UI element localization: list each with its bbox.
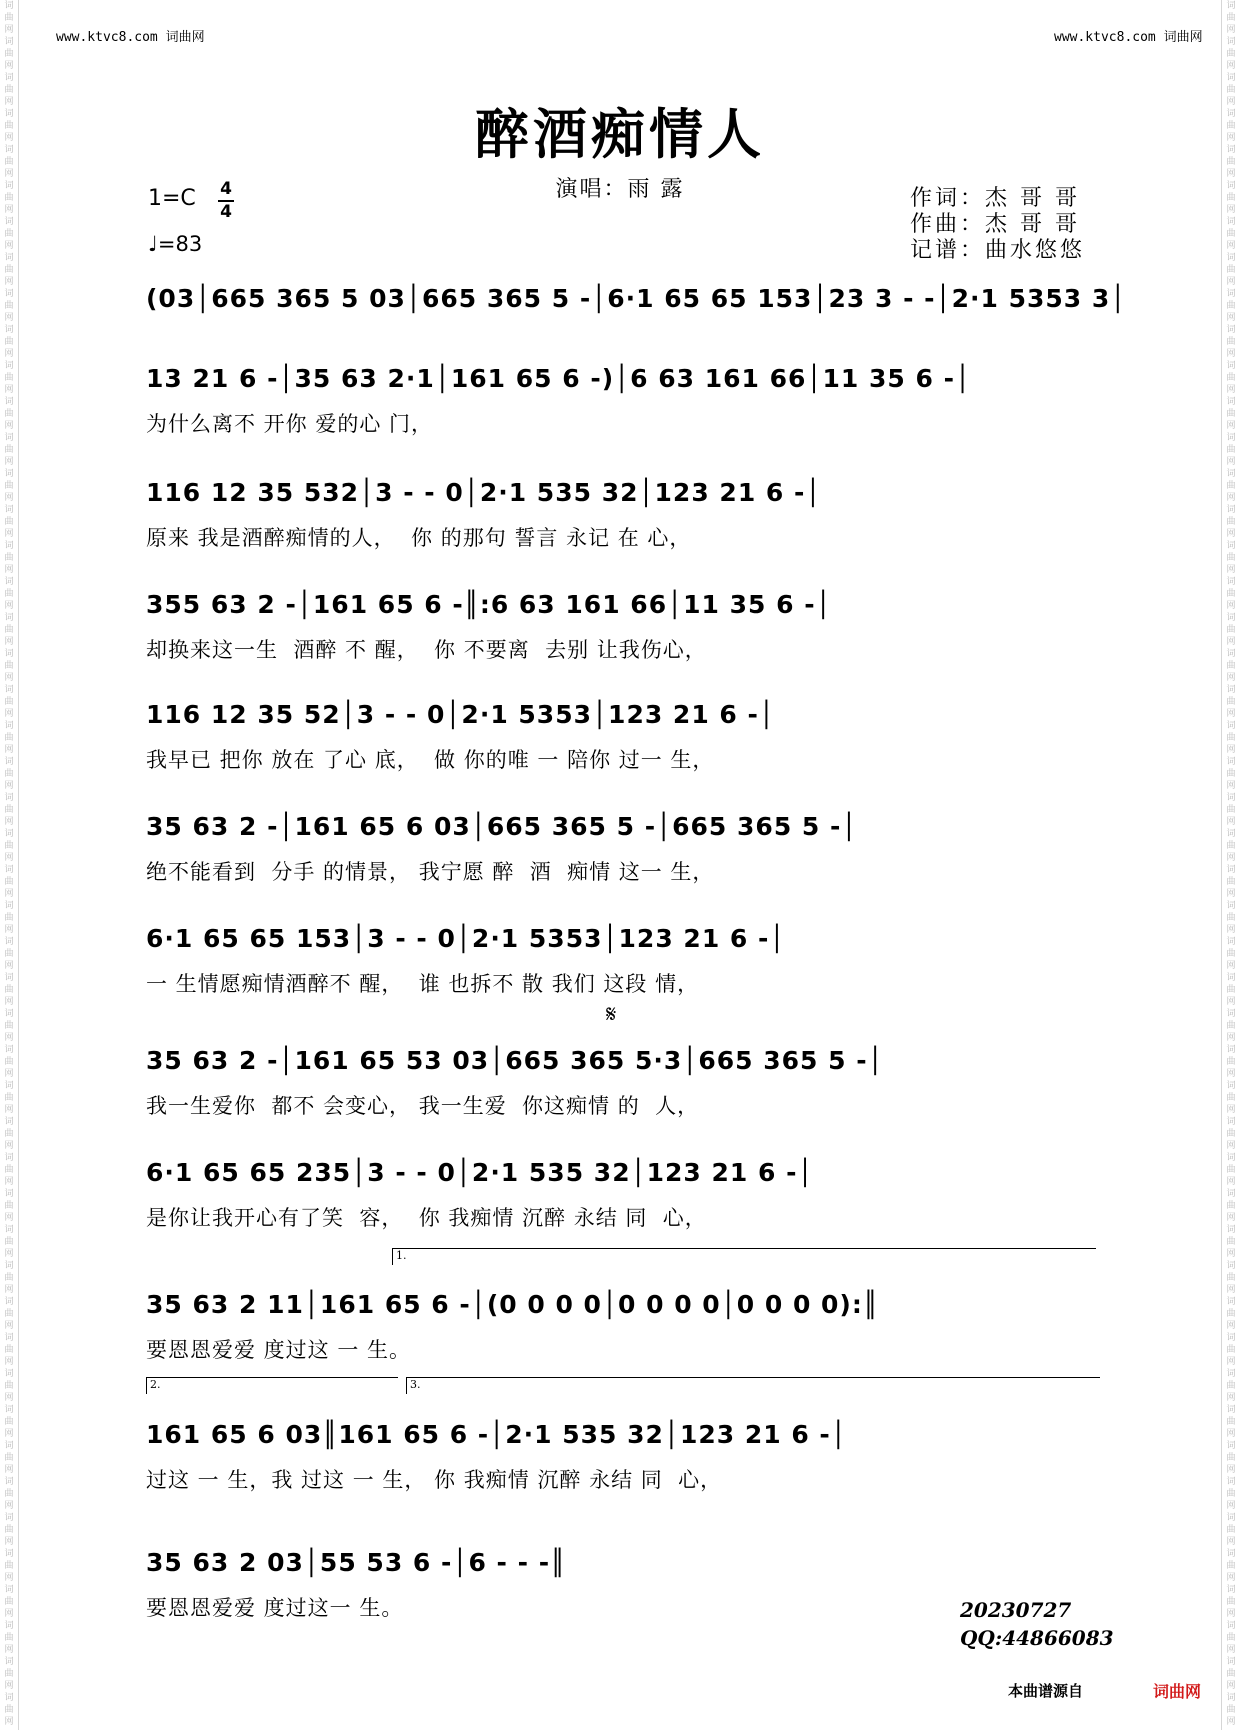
score-row [146, 1158, 1101, 1254]
notation-line: 116 12 35 532│3 - - 0│2·1 535 32│123 21 6 -│ [146, 478, 822, 507]
lyrics-line: 我早已 把你 放在 了心 底， 做 你的唯 一 陪你 过一 生， [146, 748, 715, 772]
lyrics-line: 是你让我开心有了笑 容， 你 我痴情 沉醉 永结 同 心， [146, 1206, 707, 1230]
score-row [146, 700, 1101, 796]
notation-line: 35 63 2 03│55 53 6 -│6 - - -║ [146, 1548, 567, 1577]
side-watermark-right [1224, 0, 1238, 1730]
score-row [146, 1046, 1101, 1142]
lyrics-line: 绝不能看到 分手 的情景， 我宁愿 醉 酒 痴情 这一 生， [146, 860, 715, 884]
time-signature [218, 180, 234, 222]
volta-second: 2. [146, 1377, 398, 1394]
song-title: 醉酒痴情人 [475, 102, 765, 166]
notation-line: 6·1 65 65 235│3 - - 0│2·1 535 32│123 21 6 -│ [146, 1158, 814, 1187]
score-row [146, 812, 1101, 908]
score-row [146, 1548, 1101, 1644]
score-row [146, 924, 1101, 1020]
notation-line: 35 63 2 11│161 65 6 -│(0 0 0 0│0 0 0 0│0 0 0 0):║ [146, 1290, 879, 1319]
segno-sign: 𝄋 [606, 1000, 617, 1028]
score-row [146, 478, 1101, 574]
notation-line: 6·1 65 65 153│3 - - 0│2·1 5353│123 21 6 -│ [146, 924, 786, 953]
qq-number: QQ:44866083 [960, 1626, 1114, 1650]
margin-line-right [1221, 0, 1222, 1730]
lyrics-line: 原来 我是酒醉痴情的人， 你 的那句 誓言 永记 在 心， [146, 526, 692, 550]
footer-source: 本曲谱源自 [1008, 1682, 1084, 1700]
footer-logo: 词曲网 [1153, 1682, 1202, 1701]
composer: 作曲：杰 哥 哥 [910, 212, 1080, 237]
date: 20230727 [960, 1598, 1072, 1622]
tempo: ♩=83 [148, 232, 203, 256]
side-watermark-text: 词曲网 词曲网 词曲网 词曲网 词曲网 词曲网 词曲网 词曲网 词曲网 词曲网 词曲网 词曲网 词曲网 词曲网 词曲网 词曲网 词曲网 词曲网 词曲网 词曲网 词曲网 词曲网 词曲网 词曲网 词曲网 词曲网 词曲网 词曲网 词曲网 词曲网 词曲网 词曲网 词曲网 词曲网 词曲网 词曲网 词曲网 词曲网 词曲网 词曲网 词曲网 词曲网 词曲网 词曲网 词曲网 词曲网 词曲网 词曲网 [1226, 1, 1236, 1727]
singer: 演唱：雨 露 [555, 177, 685, 202]
notation-line: 116 12 35 52│3 - - 0│2·1 5353│123 21 6 -│ [146, 700, 775, 729]
score-row [146, 1290, 1101, 1386]
notation-line: 13 21 6 -│35 63 2·1│161 65 6 -)│6 63 161 66│11 35 6 -│ [146, 364, 972, 393]
lyricist: 作词：杰 哥 哥 [910, 186, 1080, 211]
notation-line: (03│665 365 5 03│665 365 5 -│6·1 65 65 153│23 3 - -│2·1 5353 3│ [146, 284, 1127, 313]
lyrics-line: 一 生情愿痴情酒醉不 醒， 谁 也拆不 散 我们 这段 情， [146, 972, 700, 996]
lyrics-line: 要恩恩爱爱 度过这一 生。 [146, 1596, 404, 1620]
notation-line: 355 63 2 -│161 65 6 -║:6 63 161 66│11 35 6 -│ [146, 590, 832, 619]
time-signature-top: 4 [220, 179, 232, 199]
score-row [146, 1420, 1101, 1516]
header-right: www.ktvc8.com 词曲网 [1054, 30, 1203, 45]
score-row [146, 590, 1101, 686]
notation-line: 35 63 2 -│161 65 53 03│665 365 5·3│665 365 5 -│ [146, 1046, 884, 1075]
side-watermark-left [2, 0, 16, 1730]
header-left: www.ktvc8.com 词曲网 [56, 30, 205, 45]
score-row [146, 364, 1101, 460]
lyrics-line: 为什么离不 开你 爱的心 门， [146, 412, 434, 436]
volta-first: 1. [392, 1248, 1096, 1265]
notation-line: 161 65 6 03║161 65 6 -│2·1 535 32│123 21 6 -│ [146, 1420, 847, 1449]
credits [910, 186, 1085, 264]
volta-third: 3. [406, 1377, 1100, 1394]
lyrics-line: 过这 一 生，我 过这 一 生， 你 我痴情 沉醉 永结 同 心， [146, 1468, 723, 1492]
side-watermark-text: 词曲网 词曲网 词曲网 词曲网 词曲网 词曲网 词曲网 词曲网 词曲网 词曲网 词曲网 词曲网 词曲网 词曲网 词曲网 词曲网 词曲网 词曲网 词曲网 词曲网 词曲网 词曲网 词曲网 词曲网 词曲网 词曲网 词曲网 词曲网 词曲网 词曲网 词曲网 词曲网 词曲网 词曲网 词曲网 词曲网 词曲网 词曲网 词曲网 词曲网 词曲网 词曲网 词曲网 词曲网 词曲网 词曲网 词曲网 词曲网 [4, 1, 14, 1727]
date-stamp [960, 1596, 1114, 1652]
time-signature-bottom: 4 [220, 202, 232, 222]
lyrics-line: 却换来这一生 酒醉 不 醒， 你 不要离 去别 让我伤心， [146, 638, 707, 662]
notation-line: 35 63 2 -│161 65 6 03│665 365 5 -│665 365 5 -│ [146, 812, 858, 841]
lyrics-line: 我一生爱你 都不 会变心， 我一生爱 你这痴情 的 人， [146, 1094, 700, 1118]
lyrics-line: 要恩恩爱爱 度过这 一 生。 [146, 1338, 412, 1362]
transcriber: 记谱：曲水悠悠 [910, 238, 1086, 263]
key-signature: 1=C [148, 186, 196, 211]
margin-line-left [18, 0, 19, 1730]
